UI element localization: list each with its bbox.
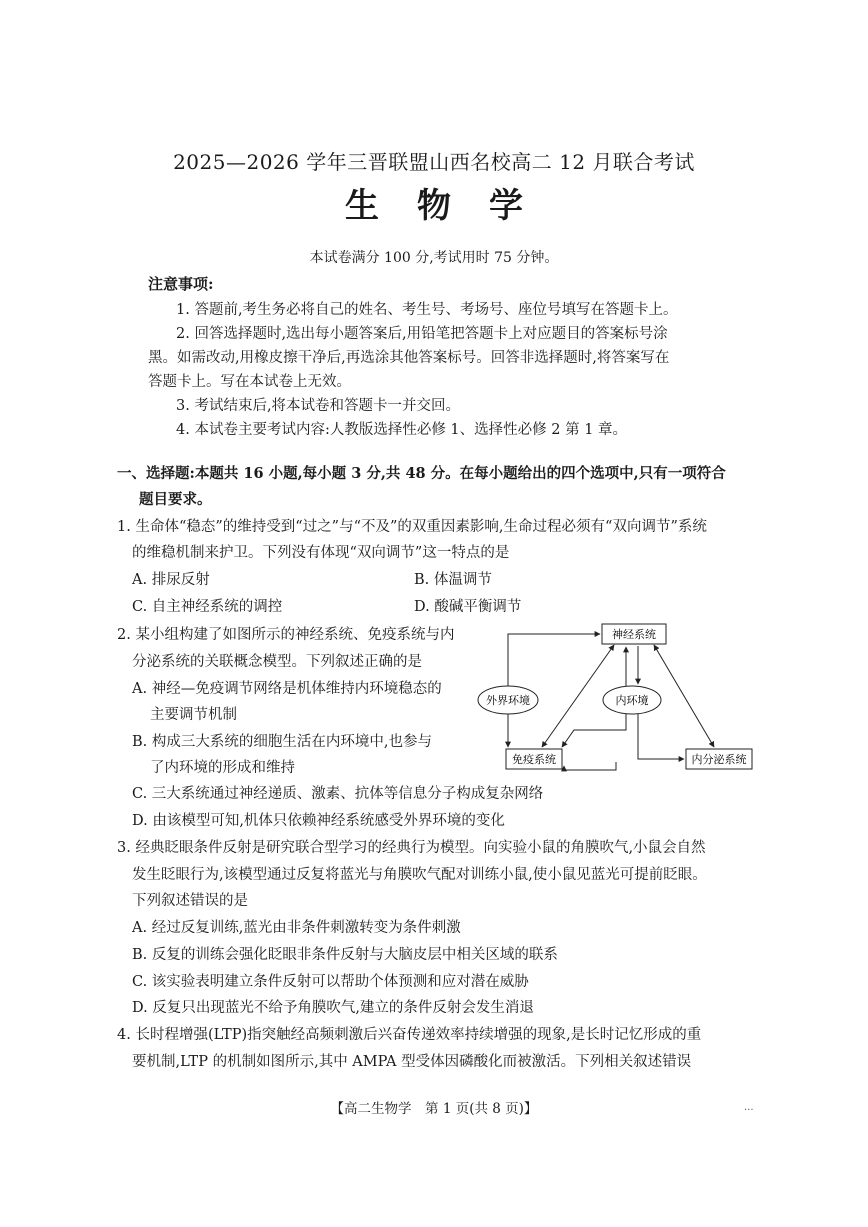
arrow-endocrine-to-immune: [564, 762, 616, 770]
q4-stem-cont: 要机制,LTP 的机制如图所示,其中 AMPA 型受体因磷酸化而被激活。下列相关叙述错误: [132, 1054, 692, 1070]
arrow-nervous-to-immune: [542, 645, 614, 747]
q3-stem-cont2: 下列叙述错误的是: [132, 893, 248, 909]
section-heading-cont: 题目要求。: [139, 491, 212, 508]
q2-option-d: D. 由该模型可知,机体只依赖神经系统感受外界环境的变化: [132, 813, 505, 829]
q3-option-d: D. 反复只出现蓝光不给予角膜吹气,建立的条件反射会发生消退: [132, 1000, 534, 1016]
arrow-external-to-nervous: [508, 634, 600, 686]
exam-title: 2025—2026 学年三晋联盟山西名校高二 12 月联合考试: [173, 150, 695, 174]
exam-meta: 本试卷满分 100 分,考试用时 75 分钟。: [309, 250, 559, 266]
q1-option-c: C. 自主神经系统的调控: [132, 599, 283, 615]
q1-stem: 1. 生命体“稳态”的维持受到“过之”与“不及”的双重因素影响,生命过程必须有“双向调节”系统: [117, 519, 707, 535]
nervous-system-label: 神经系统: [612, 628, 656, 641]
arrow-nervous-to-endocrine: [654, 645, 714, 747]
q2-stem-cont: 分泌系统的关联概念模型。下列叙述正确的是: [132, 654, 422, 670]
q1-option-a: A. 排尿反射: [132, 572, 210, 588]
q1-option-d: D. 酸碱平衡调节: [414, 599, 522, 615]
q3-stem: 3. 经典眨眼条件反射是研究联合型学习的经典行为模型。向实验小鼠的角膜吹气,小鼠会自然: [117, 840, 706, 856]
q3-stem-cont: 发生眨眼行为,该模型通过反复将蓝光与角膜吹气配对训练小鼠,使小鼠见蓝光可提前眨眼。: [132, 867, 707, 883]
q1-option-b: B. 体温调节: [414, 572, 492, 588]
q2-option-c: C. 三大系统通过神经递质、激素、抗体等信息分子构成复杂网络: [132, 786, 544, 802]
notes-heading: 注意事项:: [148, 275, 214, 293]
q3-option-a: A. 经过反复训练,蓝光由非条件刺激转变为条件刺激: [132, 920, 461, 936]
q2-stem: 2. 某小组构建了如图所示的神经系统、免疫系统与内: [117, 627, 455, 643]
subject-title: 生物学: [345, 186, 561, 226]
immune-system-label: 免疫系统: [512, 753, 556, 766]
note-line: 3. 考试结束后,将本试卷和答题卡一并交回。: [176, 398, 461, 414]
corner-mark: ...: [744, 1102, 754, 1113]
q2-option-b: B. 构成三大系统的细胞生活在内环境中,也参与: [132, 734, 432, 750]
q2-concept-diagram: [474, 620, 764, 775]
q1-stem-cont: 的维稳机制来护卫。下列没有体现“双向调节”这一特点的是: [132, 545, 510, 561]
endocrine-system-label: 内分泌系统: [691, 753, 747, 766]
q2-option-b-cont: 了内环境的形成和维持: [150, 760, 295, 776]
q4-stem: 4. 长时程增强(LTP)指突触经高频刺激后兴奋传递效率持续增强的现象,是长时记忆形成的重: [117, 1027, 702, 1043]
note-line: 黑。如需改动,用橡皮擦干净后,再选涂其他答案标号。回答非选择题时,将答案写在: [148, 350, 670, 366]
q2-option-a: A. 神经—免疫调节网络是机体维持内环境稳态的: [132, 681, 442, 697]
section-heading: 一、选择题:本题共 16 小题,每小题 3 分,共 48 分。在每小题给出的四个选项中,只有一项符合: [117, 465, 726, 482]
note-line: 2. 回答选择题时,选出每小题答案后,用铅笔把答题卡上对应题目的答案标号涂: [176, 326, 668, 342]
q2-option-a-cont: 主要调节机制: [150, 707, 237, 723]
q3-option-c: C. 该实验表明建立条件反射可以帮助个体预测和应对潜在威胁: [132, 974, 529, 990]
external-env-label: 外界环境: [486, 694, 530, 707]
arrow-internal-to-immune: [562, 714, 626, 747]
internal-env-label: 内环境: [615, 694, 649, 707]
q3-option-b: B. 反复的训练会强化眨眼非条件反射与大脑皮层中相关区域的联系: [132, 947, 558, 963]
note-line: 1. 答题前,考生务必将自己的姓名、考生号、考场号、座位号填写在答题卡上。: [176, 302, 678, 318]
note-line: 答题卡上。写在本试卷上无效。: [148, 374, 351, 390]
note-line: 4. 本试卷主要考试内容:人教版选择性必修 1、选择性必修 2 第 1 章。: [176, 422, 628, 438]
arrow-internal-to-endocrine: [638, 714, 684, 759]
page-footer: 【高二生物学 第 1 页(共 8 页)】: [330, 1101, 538, 1117]
